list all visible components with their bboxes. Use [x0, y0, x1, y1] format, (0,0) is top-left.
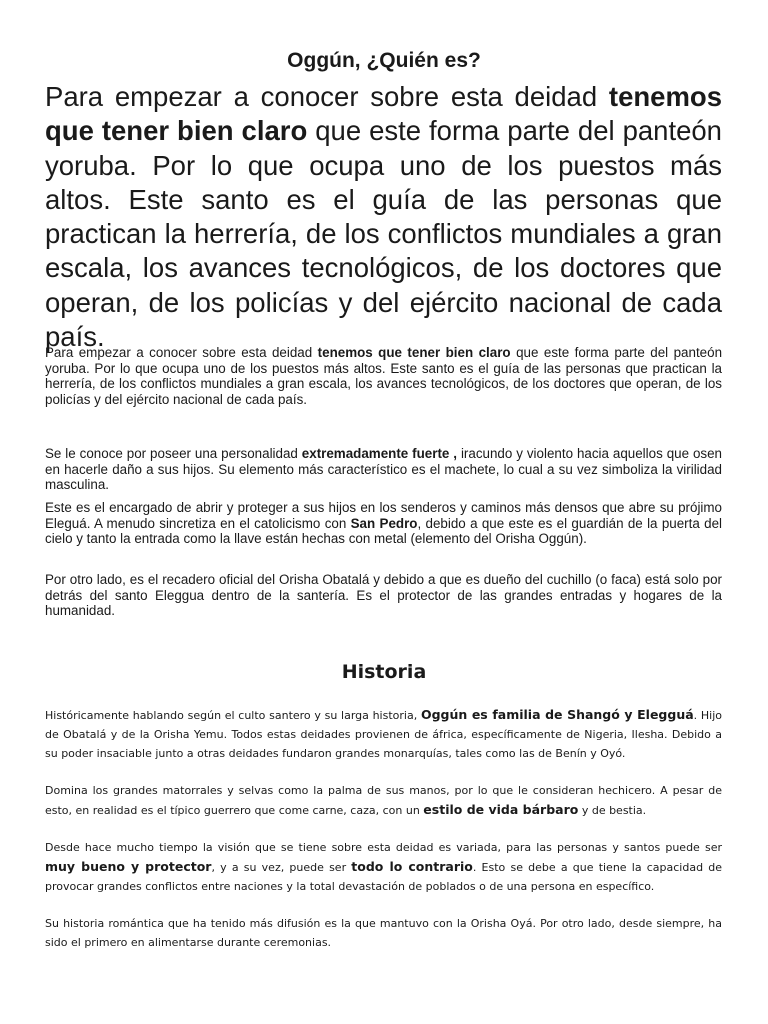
- history-p1-text-1: Históricamente hablando según el culto santero y su larga historia,: [45, 709, 421, 722]
- guardian-text-1: Este es el encargado de abrir y proteger a sus hijos en los senderos y caminos más densos que abre su prójimo Eleguá. A menudo sincretiza en el catolicismo con: [45, 500, 722, 531]
- intro-large-bold: tenemos que tener bien claro: [45, 81, 722, 147]
- intro-paragraph-small: [45, 345, 722, 407]
- history-paragraph-4: Su historia romántica que ha tenido más difusión es la que mantuvo con la Orisha Oyá. Por otro lado, desde siempre, ha sido el primero en alimentarse durante ceremonias.: [45, 917, 722, 949]
- personality-paragraph: [45, 446, 722, 493]
- guardian-text-2: , debido a que este es el guardián de la puerta del cielo y tanto la entrada como la llave están hechas con metal (elemento del Orisha Oggún).: [45, 515, 722, 546]
- history-p3-text-1: Desde hace mucho tiempo la visión que se tiene sobre esta deidad es variada, para las personas y santos puede ser: [45, 841, 722, 854]
- history-p2-text-1: Domina los grandes matorrales y selvas como la palma de sus manos, por lo que le consideran hechicero. A pesar de esto, en realidad es el típico guerrero que come carne, caza, con un: [45, 784, 722, 817]
- intro-small-bold: tenemos que tener bien claro: [317, 345, 511, 360]
- personality-text-1: Se le conoce por poseer una personalidad: [45, 446, 302, 461]
- history-p3-bold-1: muy bueno y protector: [45, 859, 212, 874]
- messenger-paragraph: Por otro lado, es el recadero oficial del Orisha Obatalá y debido a que es dueño del cuchillo (o faca) está solo por detrás del santo Eleggua dentro de la santería. Es el protector de las grandes entradas y hogares de la humanidad.: [45, 572, 722, 618]
- personality-bold: extremadamente fuerte ,: [301, 446, 458, 461]
- history-p3-text-3: . Esto se debe a que tiene la capacidad de provocar grandes conflictos entre naciones y la total devastación de poblados o de una persona en específico.: [45, 861, 723, 893]
- intro-small-text-2: que este forma parte del panteón yoruba. Por lo que ocupa uno de los puestos más altos. Este santo es el guía de las personas que practican la herrería, de los conflictos mundiales a gran escala, los avances tecnológicos, de los doctores que operan, de los policías y del ejército nacional de cada país.: [45, 345, 723, 407]
- intro-large-text-2: que este forma parte del panteón yoruba. Por lo que ocupa uno de los puestos más altos. Este santo es el guía de las personas que practican la herrería, de los conflictos mundiales a gran escala, los avances tecnológicos, de los doctores que operan, de los policías y del ejército nacional de cada país.: [45, 115, 722, 353]
- history-paragraph-2: [45, 781, 722, 820]
- history-p3-bold-2: todo lo contrario: [351, 859, 473, 874]
- history-heading: Historia: [341, 661, 427, 683]
- history-paragraph-3: [45, 838, 722, 896]
- personality-text-2: iracundo y violento hacia aquellos que osen en hacerle daño a sus hijos. Su elemento más característico es el machete, lo cual a su vez simboliza la virilidad masculina.: [45, 446, 722, 492]
- intro-large-text-1: Para empezar a conocer sobre esta deidad: [45, 81, 609, 112]
- intro-paragraph-large: [45, 80, 722, 354]
- guardian-paragraph: [45, 500, 722, 547]
- history-paragraph-1: [45, 705, 722, 763]
- document-title: Oggún, ¿Quién es?: [287, 49, 481, 72]
- history-p1-bold: Oggún es familia de Shangó y Elegguá: [420, 707, 694, 722]
- history-p2-text-2: y de bestia.: [578, 804, 647, 817]
- intro-small-text-1: Para empezar a conocer sobre esta deidad: [45, 345, 318, 360]
- history-p2-bold: estilo de vida bárbaro: [423, 802, 579, 817]
- history-p1-text-2: . Hijo de Obatalá y de la Orisha Yemu. Todos estas deidades provienen de áfrica, específicamente de Nigeria, Ilesha. Debido a su poder insaciable junto a otras deidades fundaron grandes monarquías, tales como las de Benín y Oyó.: [45, 709, 722, 760]
- history-p3-text-2: , y a su vez, puede ser: [211, 861, 352, 874]
- guardian-bold: San Pedro: [350, 515, 418, 531]
